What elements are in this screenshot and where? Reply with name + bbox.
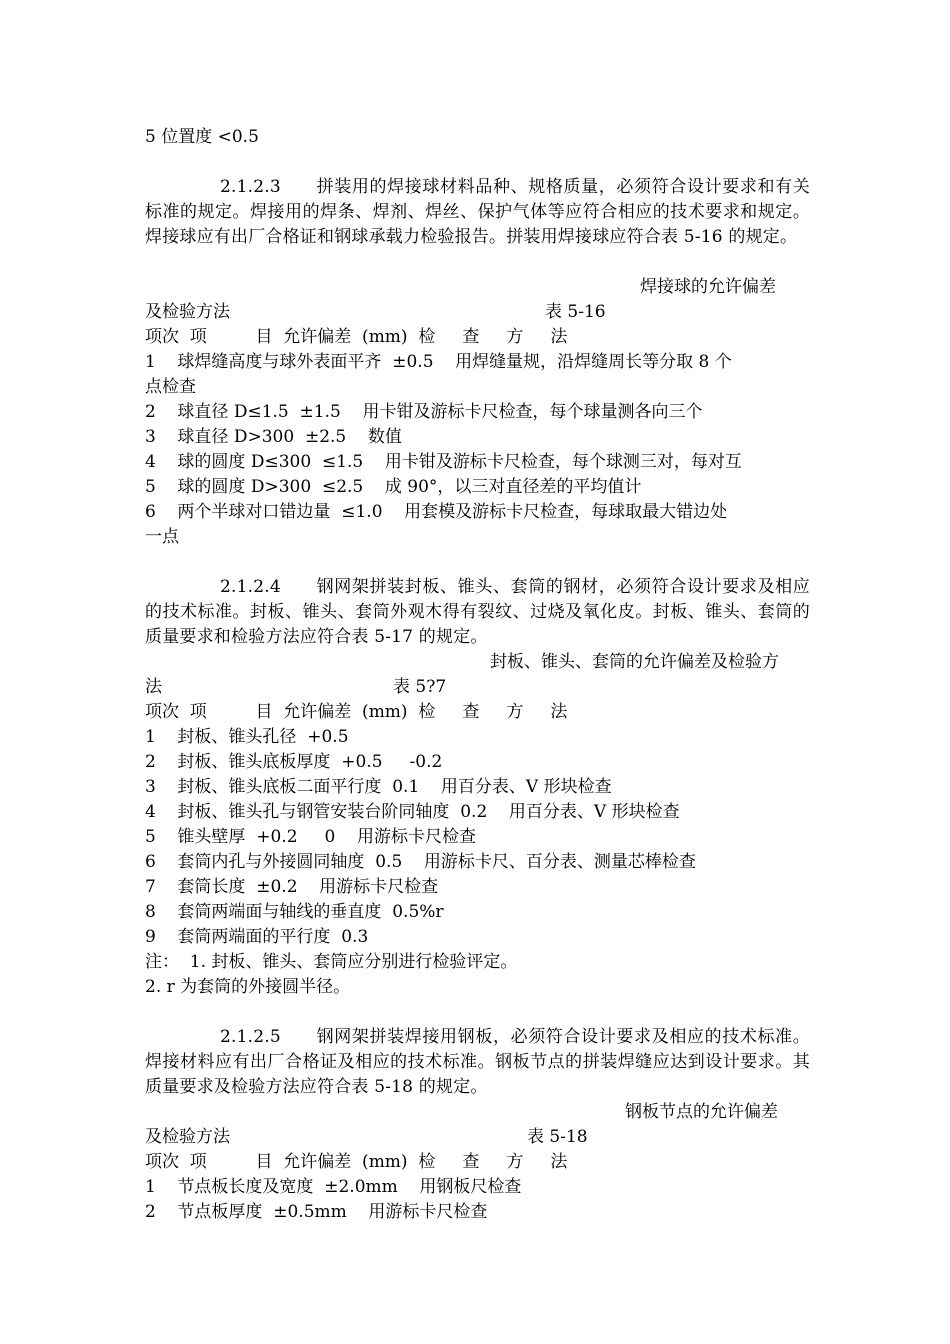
table-5-18-header: 项次 项 目 允许偏差 (mm) 检 查 方 法	[145, 1152, 568, 1172]
table-row: 3 封板、锥头底板二面平行度 0.1 用百分表、V 形块检查	[145, 777, 612, 797]
table-note: 注： 1. 封板、锥头、套筒应分别进行检验评定。	[145, 952, 518, 972]
table-5-18-title-cont: 及检验方法	[145, 1127, 230, 1147]
table-5-16-title-cont: 及检验方法	[145, 302, 230, 322]
paragraph-2-1-2-4: 2.1.2.4 钢网架拼装封板、锥头、套筒的钢材，必须符合设计要求及相应的技术标准。封板、锥头、套筒外观木得有裂纹、过烧及氧化皮。封板、锥头、套筒的质量要求和检验方法应符合表 5-17 的规定。	[145, 577, 810, 647]
table-row: 5 锥头壁厚 +0.2 0 用游标卡尺检查	[145, 827, 476, 847]
table-row: 6 套筒内孔与外接圆同轴度 0.5 用游标卡尺、百分表、测量芯棒检查	[145, 852, 696, 872]
table-row: 9 套筒两端面的平行度 0.3	[145, 927, 369, 947]
table-row: 2 球直径 D≤1.5 ±1.5 用卡钳及游标卡尺检查，每个球量测各向三个	[145, 402, 703, 422]
table-row: 6 两个半球对口错边量 ≤1.0 用套模及游标卡尺检查，每球取最大错边处	[145, 502, 728, 522]
table-row: 1 球焊缝高度与球外表面平齐 ±0.5 用焊缝量规，沿焊缝周长等分取 8 个	[145, 352, 732, 372]
table-note: 2. r 为套筒的外接圆半径。	[145, 977, 351, 997]
position-tolerance-line: 5 位置度 <0.5	[145, 127, 259, 147]
table-row: 7 套筒长度 ±0.2 用游标卡尺检查	[145, 877, 439, 897]
table-5-17-header: 项次 项 目 允许偏差 (mm) 检 查 方 法	[145, 702, 568, 722]
table-5-17-number: 表 5?7	[393, 677, 447, 697]
table-5-17-title-cont: 法	[145, 677, 162, 697]
table-row: 5 球的圆度 D>300 ≤2.5 成 90°，以三对直径差的平均值计	[145, 477, 642, 497]
table-row: 2 封板、锥头底板厚度 +0.5 -0.2	[145, 752, 443, 772]
table-5-18-title: 钢板节点的允许偏差	[625, 1102, 778, 1122]
table-row: 3 球直径 D>300 ±2.5 数值	[145, 427, 402, 447]
table-5-16-title: 焊接球的允许偏差	[640, 277, 776, 297]
table-5-16-header: 项次 项 目 允许偏差 (mm) 检 查 方 法	[145, 327, 568, 347]
table-row: 点检查	[145, 377, 196, 397]
table-5-18-number: 表 5-18	[527, 1127, 588, 1147]
table-row: 4 球的圆度 D≤300 ≤1.5 用卡钳及游标卡尺检查，每个球测三对，每对互	[145, 452, 742, 472]
table-row: 8 套筒两端面与轴线的垂直度 0.5%r	[145, 902, 444, 922]
table-row: 一点	[145, 527, 179, 547]
table-row: 1 封板、锥头孔径 +0.5	[145, 727, 349, 747]
paragraph-2-1-2-5: 2.1.2.5 钢网架拼装焊接用钢板，必须符合设计要求及相应的技术标准。焊接材料应有出厂合格证及相应的技术标准。钢板节点的拼装焊缝应达到设计要求。其质量要求及检验方法应符合表 5-18 的规定。	[145, 1027, 810, 1097]
table-row: 1 节点板长度及宽度 ±2.0mm 用钢板尺检查	[145, 1177, 522, 1197]
table-5-17-title: 封板、锥头、套筒的允许偏差及检验方	[490, 652, 779, 672]
table-row: 4 封板、锥头孔与钢管安装台阶同轴度 0.2 用百分表、V 形块检查	[145, 802, 680, 822]
paragraph-2-1-2-3: 2.1.2.3 拼装用的焊接球材料品种、规格质量，必须符合设计要求和有关标准的规定。焊接用的焊条、焊剂、焊丝、保护气体等应符合相应的技术要求和规定。焊接球应有出厂合格证和钢球承载力检验报告。拼装用焊接球应符合表 5-16 的规定。	[145, 177, 810, 247]
table-row: 2 节点板厚度 ±0.5mm 用游标卡尺检查	[145, 1202, 488, 1222]
table-5-16-number: 表 5-16	[545, 302, 606, 322]
